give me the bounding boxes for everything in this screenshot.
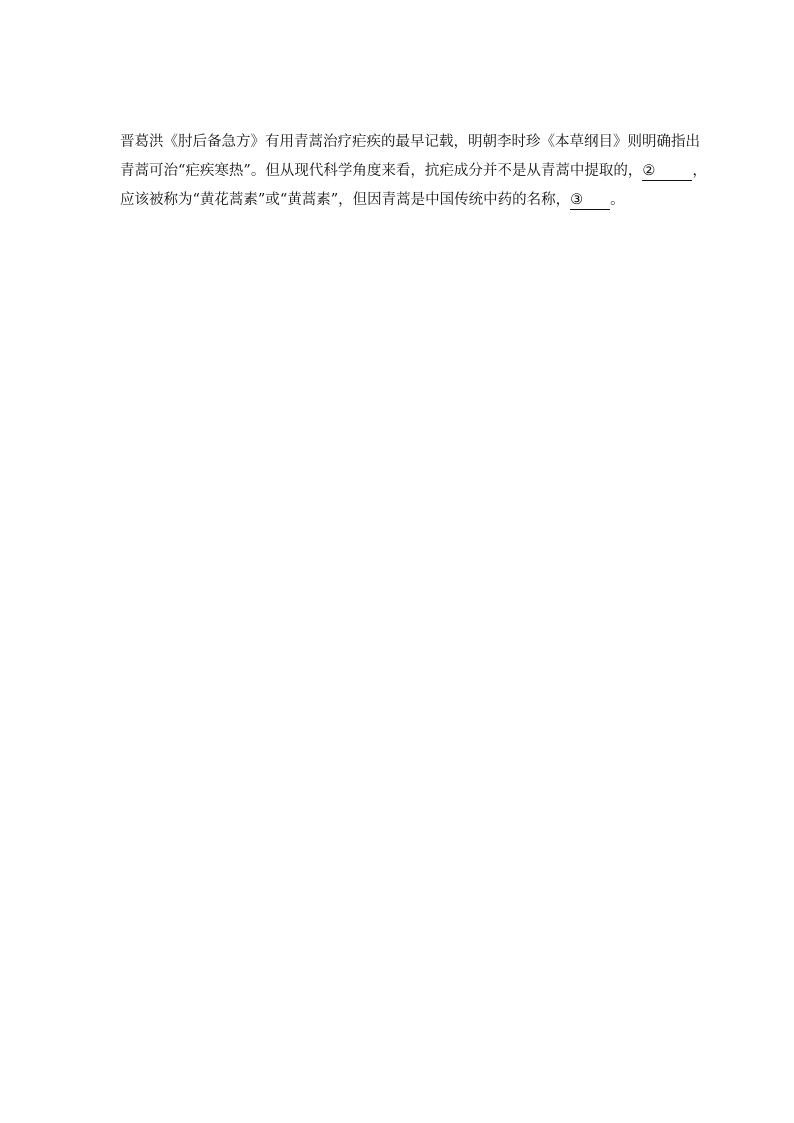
- passage-line: [120, 190, 680, 210]
- passage-text: 。: [610, 192, 625, 208]
- passage-text: 应该被称为“黄花蒿素”或“黄蒿素”，但因青蒿是中国传统中药的名称，: [120, 192, 571, 208]
- passage-text: ，: [692, 163, 707, 179]
- passage-line: 晋葛洪《肘后备急方》有用青蒿治疗疟疾的最早记载，明朝李时珍《本草纲目》则明确指出: [120, 134, 700, 150]
- passage-line: [120, 161, 707, 181]
- fill-blank-3[interactable]: ③: [570, 192, 610, 210]
- passage-text: 青蒿可治“疟疾寒热”。但从现代科学角度来看，抗疟成分并不是从青蒿中提取的，: [120, 163, 643, 179]
- fill-blank-2[interactable]: ②: [642, 163, 692, 181]
